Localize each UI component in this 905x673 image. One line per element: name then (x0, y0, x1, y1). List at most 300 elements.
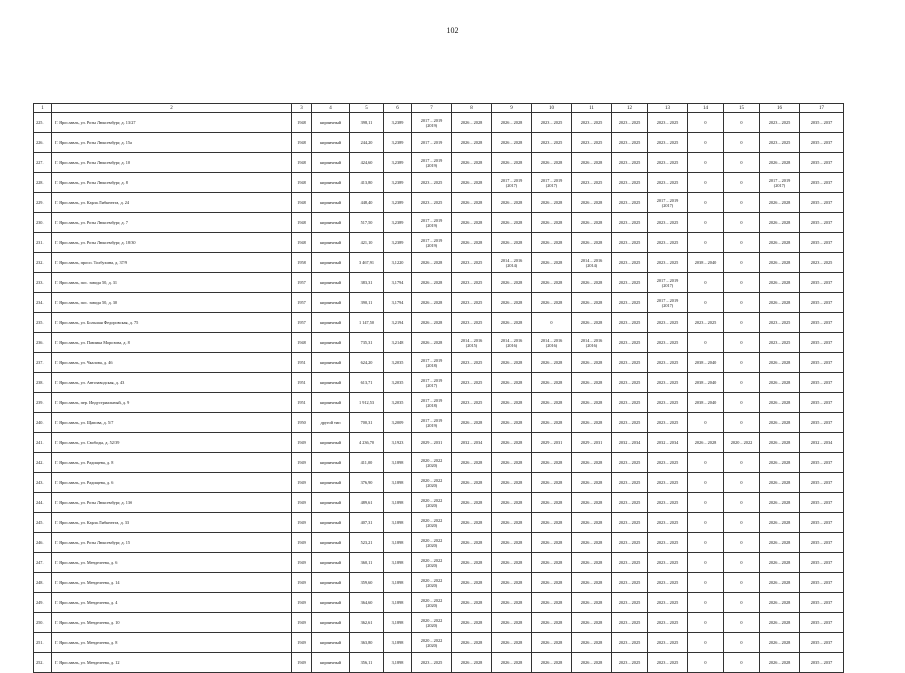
cell-period-col-14 (688, 233, 724, 253)
cell-period-col-11 (572, 353, 612, 373)
cell-address (52, 393, 292, 413)
cell-text: 2026 – 2028 (460, 240, 483, 245)
cell-text: 3,1898 (391, 500, 404, 505)
cell-period-col-16 (760, 553, 800, 573)
cell-text: 2023 – 2025 (656, 380, 679, 385)
cell-period-col-7 (412, 213, 452, 233)
cell-text: 2023 – 2025 (656, 180, 679, 185)
cell-text: 2023 – 2025 (580, 180, 603, 185)
cell-area (350, 433, 384, 453)
cell-text: 2026 – 2028 (580, 620, 603, 625)
cell-text: Г. Ярославль, просп. Толбухина, д. 37/9 (55, 260, 128, 265)
cell-text: Г. Ярославль, ул. Свободы, д. 52/39 (55, 440, 120, 445)
cell-year-built (292, 473, 312, 493)
cell-area (350, 393, 384, 413)
cell-text: 2035 – 2037 (810, 420, 833, 425)
cell-text: 1948 (297, 340, 306, 345)
cell-period-col-13 (648, 613, 688, 633)
table-row (34, 333, 844, 353)
cell-text: 3,2389 (391, 240, 404, 245)
column-header: 11 (572, 104, 612, 113)
cell-text: 2023 – 2025 (420, 180, 443, 185)
cell-area (350, 333, 384, 353)
cell-period-col-11 (572, 333, 612, 353)
cell-period-col-14 (688, 533, 724, 553)
cell-period-col-8 (452, 493, 492, 513)
cell-period-col-16 (760, 273, 800, 293)
cell-text: 2023 – 2025 (618, 380, 641, 385)
cell-text: 1 912,53 (358, 400, 375, 405)
cell-text: 2026 – 2028 (540, 420, 563, 425)
cell-text: 2023 – 2025 (618, 500, 641, 505)
cell-period-col-11 (572, 593, 612, 613)
cell-text: 3,2035 (391, 360, 404, 365)
cell-text: 2023 – 2025 (460, 260, 483, 265)
cell-period-col-9 (492, 233, 532, 253)
cell-text: 2020 – 2022 (2020) (420, 537, 443, 548)
cell-period-col-10 (532, 133, 572, 153)
cell-text: 1951 (297, 380, 306, 385)
cell-period-col-7 (412, 173, 452, 193)
cell-text: 2023 – 2025 (618, 240, 641, 245)
table-row (34, 613, 844, 633)
cell-period-col-13 (648, 573, 688, 593)
cell-period-col-16 (760, 573, 800, 593)
cell-period-col-10 (532, 613, 572, 633)
cell-text: 2026 – 2028 (500, 440, 523, 445)
cell-period-col-17 (800, 133, 844, 153)
cell-address (52, 373, 292, 393)
cell-text: 2026 – 2028 (768, 460, 791, 465)
cell-period-col-12 (612, 113, 648, 133)
cell-period-col-11 (572, 153, 612, 173)
cell-text: 1949 (297, 600, 306, 605)
cell-period-col-7 (412, 533, 452, 553)
cell-text: кирпичный (320, 240, 341, 245)
cell-text: 232. (36, 260, 44, 265)
cell-text: 2035 – 2037 (810, 140, 833, 145)
cell-period-col-10 (532, 553, 572, 573)
cell-text: Г. Ярославль, ул. Карла Либкнехта, д. 24 (55, 200, 130, 205)
cell-text: 2026 – 2028 (500, 560, 523, 565)
cell-text: 2035 – 2037 (810, 520, 833, 525)
cell-text: 2026 – 2028 (420, 280, 443, 285)
cell-period-col-7 (412, 153, 452, 173)
cell-text: кирпичный (320, 460, 341, 465)
cell-text: 2026 – 2028 (500, 640, 523, 645)
cell-address (52, 513, 292, 533)
cell-period-col-9 (492, 113, 532, 133)
cell-period-col-14 (688, 173, 724, 193)
cell-text: 2023 – 2025 (656, 160, 679, 165)
cell-text: 2026 – 2028 (540, 380, 563, 385)
cell-text: 2026 – 2028 (580, 200, 603, 205)
cell-period-col-11 (572, 233, 612, 253)
cell-period-col-9 (492, 473, 532, 493)
cell-text: 2026 – 2028 (540, 640, 563, 645)
cell-address (52, 293, 292, 313)
cell-text: 2023 – 2025 (618, 360, 641, 365)
cell-text: 0 (740, 560, 743, 565)
cell-wall-material (312, 573, 350, 593)
cell-wall-material (312, 153, 350, 173)
cell-period-col-9 (492, 193, 532, 213)
cell-text: 2026 – 2028 (500, 160, 523, 165)
cell-rate (384, 433, 412, 453)
cell-period-col-14 (688, 513, 724, 533)
cell-period-col-8 (452, 553, 492, 573)
cell-row-number (34, 573, 52, 593)
cell-row-number (34, 473, 52, 493)
cell-text: 2026 – 2028 (460, 540, 483, 545)
cell-rate (384, 533, 412, 553)
cell-period-col-9 (492, 173, 532, 193)
cell-text: 2017 – 2019 (2018) (420, 357, 443, 368)
cell-text: 2026 – 2028 (768, 620, 791, 625)
cell-text: 0 (740, 500, 743, 505)
cell-rate (384, 273, 412, 293)
cell-period-col-13 (648, 653, 688, 673)
column-header: 14 (688, 104, 724, 113)
table-row (34, 253, 844, 273)
cell-address (52, 593, 292, 613)
table-row (34, 513, 844, 533)
cell-text: 2026 – 2028 (460, 420, 483, 425)
cell-year-built (292, 413, 312, 433)
cell-period-col-11 (572, 273, 612, 293)
cell-period-col-8 (452, 173, 492, 193)
cell-rate (384, 253, 412, 273)
cell-period-col-13 (648, 193, 688, 213)
cell-area (350, 253, 384, 273)
cell-text: 2035 – 2037 (810, 620, 833, 625)
cell-period-col-10 (532, 333, 572, 353)
cell-text: 233. (36, 280, 44, 285)
cell-text: 2038 – 2040 (694, 260, 717, 265)
cell-text: 2035 – 2037 (810, 340, 833, 345)
cell-rate (384, 113, 412, 133)
table-row (34, 213, 844, 233)
cell-period-col-10 (532, 173, 572, 193)
cell-period-col-9 (492, 353, 532, 373)
cell-text: 2026 – 2028 (580, 520, 603, 525)
cell-row-number (34, 593, 52, 613)
cell-year-built (292, 173, 312, 193)
cell-text: 251. (36, 640, 44, 645)
cell-period-col-9 (492, 293, 532, 313)
cell-period-col-14 (688, 573, 724, 593)
cell-text: 2026 – 2028 (580, 380, 603, 385)
cell-text: Г. Ярославль, ул. Менделеева, д. 8 (55, 640, 118, 645)
cell-period-col-14 (688, 473, 724, 493)
cell-period-col-7 (412, 413, 452, 433)
cell-wall-material (312, 313, 350, 333)
cell-text: 2026 – 2028 (694, 440, 717, 445)
cell-text: 2026 – 2028 (768, 420, 791, 425)
cell-text: 248. (36, 580, 44, 585)
cell-text: 0 (740, 160, 743, 165)
cell-period-col-13 (648, 273, 688, 293)
cell-text: 2023 – 2025 (460, 280, 483, 285)
cell-text: Г. Ярославль, ул. Менделеева, д. 12 (55, 660, 120, 665)
cell-period-col-13 (648, 253, 688, 273)
cell-rate (384, 573, 412, 593)
cell-period-col-10 (532, 533, 572, 553)
cell-period-col-13 (648, 113, 688, 133)
cell-text: 3,1898 (391, 580, 404, 585)
cell-period-col-15 (724, 273, 760, 293)
cell-text: 2023 – 2025 (656, 240, 679, 245)
cell-period-col-15 (724, 573, 760, 593)
cell-text: 3,1898 (391, 480, 404, 485)
cell-period-col-13 (648, 513, 688, 533)
cell-period-col-8 (452, 473, 492, 493)
cell-period-col-7 (412, 233, 452, 253)
cell-text: 0 (704, 520, 707, 525)
cell-period-col-17 (800, 433, 844, 453)
cell-text: 236. (36, 340, 44, 345)
cell-row-number (34, 413, 52, 433)
cell-period-col-14 (688, 393, 724, 413)
cell-row-number (34, 433, 52, 453)
cell-address (52, 453, 292, 473)
cell-period-col-12 (612, 513, 648, 533)
cell-year-built (292, 653, 312, 673)
cell-period-col-12 (612, 453, 648, 473)
cell-text: 1948 (297, 140, 306, 145)
table-row (34, 593, 844, 613)
cell-text: 3,2389 (391, 180, 404, 185)
cell-period-col-8 (452, 193, 492, 213)
cell-period-col-17 (800, 333, 844, 353)
cell-row-number (34, 213, 52, 233)
cell-text: Г. Ярославль, пос. завода 50, д. 31 (55, 280, 118, 285)
cell-text: Г. Ярославль, ул. Автозаводская, д. 43 (55, 380, 125, 385)
cell-text: 2029 – 2031 (580, 440, 603, 445)
cell-text: 2023 – 2025 (618, 620, 641, 625)
cell-row-number (34, 653, 52, 673)
cell-text: 2023 – 2025 (618, 540, 641, 545)
cell-period-col-11 (572, 133, 612, 153)
cell-text: 2023 – 2025 (656, 660, 679, 665)
cell-text: 3,2389 (391, 160, 404, 165)
cell-text: 2020 – 2022 (2020) (420, 557, 443, 568)
cell-period-col-7 (412, 573, 452, 593)
cell-text: 1948 (297, 160, 306, 165)
cell-text: кирпичный (320, 560, 341, 565)
cell-period-col-15 (724, 193, 760, 213)
cell-text: 2014 – 2016 (2016) (540, 337, 563, 348)
column-header: 9 (492, 104, 532, 113)
cell-text: 2023 – 2025 (618, 520, 641, 525)
cell-period-col-12 (612, 353, 648, 373)
cell-address (52, 133, 292, 153)
cell-period-col-14 (688, 633, 724, 653)
cell-period-col-7 (412, 393, 452, 413)
cell-period-col-12 (612, 433, 648, 453)
cell-year-built (292, 533, 312, 553)
cell-text: 3 467,91 (358, 260, 375, 265)
cell-text: 2035 – 2037 (810, 640, 833, 645)
cell-period-col-7 (412, 253, 452, 273)
cell-text: 2026 – 2028 (580, 660, 603, 665)
cell-text: 2038 – 2040 (694, 400, 717, 405)
cell-period-col-7 (412, 333, 452, 353)
cell-address (52, 313, 292, 333)
cell-period-col-13 (648, 153, 688, 173)
cell-text: 2017 – 2019 (2019) (420, 217, 443, 228)
cell-text: 2035 – 2037 (810, 200, 833, 205)
cell-year-built (292, 393, 312, 413)
cell-period-col-15 (724, 373, 760, 393)
cell-period-col-15 (724, 553, 760, 573)
cell-text: 250. (36, 620, 44, 625)
cell-period-col-13 (648, 133, 688, 153)
cell-period-col-10 (532, 373, 572, 393)
cell-text: 376,90 (360, 480, 373, 485)
cell-period-col-14 (688, 453, 724, 473)
cell-period-col-10 (532, 113, 572, 133)
cell-period-col-12 (612, 393, 648, 413)
cell-period-col-10 (532, 213, 572, 233)
column-header: 7 (412, 104, 452, 113)
cell-text: Г. Ярославль, ул. Розы Люксембург, д. 15 (55, 540, 131, 545)
cell-address (52, 533, 292, 553)
cell-text: 2038 – 2040 (694, 380, 717, 385)
cell-period-col-12 (612, 493, 648, 513)
cell-row-number (34, 273, 52, 293)
cell-period-col-17 (800, 493, 844, 513)
cell-text: 363,80 (360, 640, 373, 645)
cell-period-col-11 (572, 533, 612, 553)
column-header: 2 (52, 104, 292, 113)
cell-period-col-10 (532, 653, 572, 673)
cell-text: 2023 – 2025 (618, 340, 641, 345)
cell-text: 0 (704, 620, 707, 625)
cell-text: 2023 – 2025 (618, 460, 641, 465)
cell-text: 413,80 (360, 180, 373, 185)
cell-text: 2026 – 2028 (500, 660, 523, 665)
cell-period-col-15 (724, 513, 760, 533)
cell-text: 2026 – 2028 (540, 200, 563, 205)
cell-period-col-10 (532, 433, 572, 453)
cell-text: 2035 – 2037 (810, 400, 833, 405)
cell-text: 2026 – 2028 (460, 640, 483, 645)
cell-text: 0 (704, 640, 707, 645)
cell-text: 3,1898 (391, 600, 404, 605)
cell-text: кирпичный (320, 440, 341, 445)
cell-rate (384, 153, 412, 173)
cell-period-col-12 (612, 473, 648, 493)
cell-period-col-10 (532, 493, 572, 513)
cell-text: 2023 – 2025 (656, 220, 679, 225)
cell-period-col-15 (724, 253, 760, 273)
cell-text: 2023 – 2025 (656, 560, 679, 565)
cell-text: 2026 – 2028 (768, 660, 791, 665)
cell-address (52, 113, 292, 133)
cell-text: 2026 – 2028 (460, 520, 483, 525)
cell-period-col-9 (492, 633, 532, 653)
cell-text: 2026 – 2028 (580, 360, 603, 365)
cell-wall-material (312, 333, 350, 353)
cell-period-col-13 (648, 473, 688, 493)
cell-text: другой тип (320, 420, 341, 425)
cell-text: 3,1898 (391, 560, 404, 565)
cell-period-col-14 (688, 133, 724, 153)
cell-text: кирпичный (320, 500, 341, 505)
cell-period-col-14 (688, 333, 724, 353)
cell-text: 2023 – 2025 (768, 140, 791, 145)
cell-text: 2035 – 2037 (810, 600, 833, 605)
cell-text: 2035 – 2037 (810, 480, 833, 485)
cell-rate (384, 493, 412, 513)
cell-text: 0 (704, 560, 707, 565)
cell-text: 239. (36, 400, 44, 405)
cell-period-col-8 (452, 413, 492, 433)
cell-period-col-15 (724, 293, 760, 313)
cell-text: кирпичный (320, 640, 341, 645)
cell-text: 2023 – 2025 (656, 420, 679, 425)
cell-text: 0 (740, 260, 743, 265)
cell-period-col-15 (724, 173, 760, 193)
cell-period-col-14 (688, 273, 724, 293)
cell-period-col-17 (800, 653, 844, 673)
cell-text: 243. (36, 480, 44, 485)
cell-year-built (292, 353, 312, 373)
cell-text: кирпичный (320, 380, 341, 385)
cell-period-col-17 (800, 393, 844, 413)
cell-text: 230. (36, 220, 44, 225)
cell-row-number (34, 453, 52, 473)
cell-period-col-16 (760, 113, 800, 133)
cell-period-col-14 (688, 113, 724, 133)
cell-text: 2023 – 2025 (656, 500, 679, 505)
cell-text: Г. Ярославль, ул. Менделеева, д. 4 (55, 600, 118, 605)
cell-rate (384, 633, 412, 653)
cell-text: 2026 – 2028 (460, 620, 483, 625)
cell-text: 237. (36, 360, 44, 365)
cell-period-col-9 (492, 313, 532, 333)
cell-text: 0 (740, 640, 743, 645)
cell-area (350, 473, 384, 493)
cell-text: 2035 – 2037 (810, 160, 833, 165)
cell-rate (384, 233, 412, 253)
cell-year-built (292, 293, 312, 313)
cell-text: 2023 – 2025 (656, 400, 679, 405)
cell-area (350, 313, 384, 333)
cell-text: 517,50 (360, 220, 373, 225)
cell-text: 364,60 (360, 600, 373, 605)
cell-text: 2026 – 2028 (768, 260, 791, 265)
cell-year-built (292, 333, 312, 353)
cell-text: 2026 – 2028 (500, 580, 523, 585)
cell-text: 2026 – 2028 (460, 660, 483, 665)
cell-period-col-7 (412, 293, 452, 313)
cell-text: 3,2035 (391, 400, 404, 405)
cell-text: Г. Ярославль, пос. завода 50, д. 30 (55, 300, 118, 305)
cell-text: 0 (740, 400, 743, 405)
cell-period-col-7 (412, 373, 452, 393)
cell-period-col-9 (492, 433, 532, 453)
cell-text: 2026 – 2028 (540, 600, 563, 605)
cell-period-col-7 (412, 633, 452, 653)
cell-rate (384, 453, 412, 473)
cell-period-col-11 (572, 293, 612, 313)
cell-rate (384, 393, 412, 413)
cell-text: 2026 – 2028 (768, 580, 791, 585)
cell-text: 2026 – 2028 (580, 640, 603, 645)
column-header: 17 (800, 104, 844, 113)
